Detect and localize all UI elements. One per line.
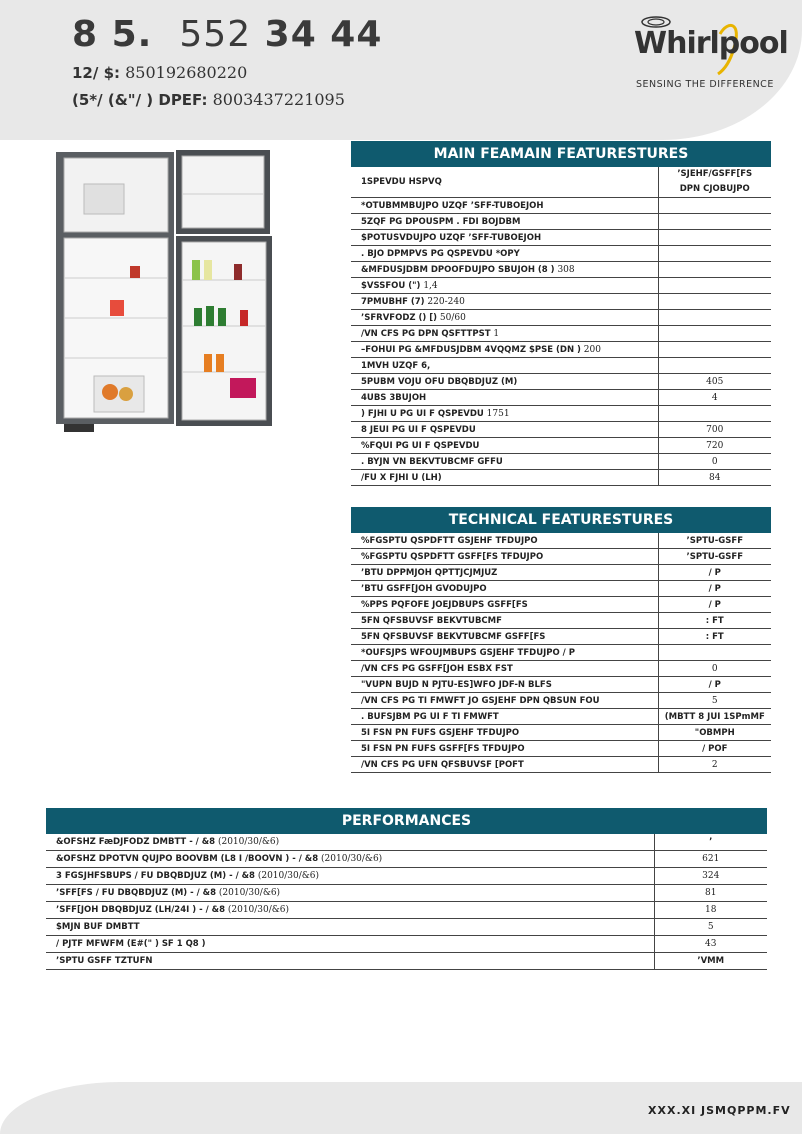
technical-feature-row-label: ’BTU GSFF[JOH GVODUJPO	[361, 583, 487, 594]
technical-feature-row-label: 5I FSN PN FUFS GSFF[FS TFDUJPO	[361, 743, 525, 754]
technical-feature-row-label: /VN CFS PG UFN QFSBUVSF [POFT	[361, 759, 524, 770]
technical-feature-row-value: / P	[708, 583, 721, 594]
model-prefix: 8 5.	[72, 14, 153, 55]
technical-feature-row	[351, 693, 771, 709]
main-feature-row-label: *OTUBMMBUJPO UZQF ’SFF-TUBOEJOH	[361, 200, 544, 211]
performance-row	[46, 919, 767, 936]
performance-row-label: / PJTF MFWFM (E#(" ) SF 1 Q8 )	[56, 939, 206, 949]
performance-row	[46, 834, 767, 851]
ean-code-line	[72, 90, 345, 109]
technical-feature-row	[351, 741, 771, 757]
performance-row	[46, 851, 767, 868]
technical-feature-row	[351, 581, 771, 597]
technical-features-panel	[351, 507, 771, 773]
performance-row	[46, 953, 767, 970]
main-feature-row-label: ) FJHI U PG UI F QSPEVDU	[361, 408, 484, 419]
main-feature-row-label: $VSSFOU (")	[361, 280, 421, 291]
technical-features-table	[351, 533, 771, 773]
technical-feature-row-label: 5FN QFSBUVSF BEKVTUBCMF	[361, 615, 502, 626]
technical-feature-row-label: *OUFSJPS WFOUJMBUPS GSJEHF TFDUJPO / P	[361, 647, 575, 658]
main-features-panel	[351, 141, 771, 486]
technical-feature-row-value: 0	[711, 663, 718, 674]
main-features-title: MAIN FEAMAIN FEATURESTURES	[351, 141, 771, 167]
technical-feature-row-value: 2	[711, 759, 718, 770]
product-group-row	[351, 167, 771, 198]
main-feature-row	[351, 326, 771, 342]
refrigerator-image	[54, 148, 272, 440]
performance-row-value: 18	[705, 905, 717, 915]
main-feature-row	[351, 358, 771, 374]
main-feature-row-value: 4	[711, 392, 718, 403]
technical-feature-row	[351, 645, 771, 661]
technical-features-title: TECHNICAL FEATURESTURES	[351, 507, 771, 533]
performance-row	[46, 936, 767, 953]
website-url[interactable]: XXX.XI JSMQPPM.FV	[648, 1104, 791, 1117]
performance-row-suffix: (2010/30/&6)	[227, 905, 290, 915]
performance-row-label: ’SFF[JOH DBQBDJUZ (LH/24I ) - / &8	[56, 905, 225, 915]
model-number	[72, 14, 382, 55]
main-feature-row	[351, 470, 771, 486]
technical-feature-row-label: 5FN QFSBUVSF BEKVTUBCMF GSFF[FS	[361, 631, 546, 642]
main-feature-row-label: 4UBS 3BUJOH	[361, 392, 427, 403]
performance-row-suffix: (2010/30/&6)	[257, 871, 320, 881]
technical-feature-row	[351, 757, 771, 773]
technical-feature-row-label: "VUPN BUJD N PJTU-ES]WFO JDF-N BLFS	[361, 679, 552, 690]
main-feature-row	[351, 310, 771, 326]
technical-feature-row-value: / P	[708, 679, 721, 690]
main-feature-row-label: $POTUSVDUJPO UZQF ’SFF-TUBOEJOH	[361, 232, 542, 243]
technical-feature-row	[351, 709, 771, 725]
product-code-label: 12/ $:	[72, 64, 121, 82]
performance-row-suffix: (2010/30/&6)	[218, 888, 281, 898]
performance-row-value: 324	[702, 871, 720, 881]
main-feature-row-suffix: 1751	[486, 408, 510, 419]
product-group-value-line1: ’SJEHF/GSFF[FS	[677, 169, 753, 179]
technical-feature-row-value: / P	[708, 599, 721, 610]
performance-row-label: 3 FGSJHFSBUPS / FU DBQBDJUZ (M) - / &8	[56, 871, 255, 881]
model-number-bold: 34 44	[264, 14, 383, 55]
main-feature-row-label: 5ZQF PG DPOUSPM . FDI BOJDBM	[361, 216, 521, 227]
product-group-label: 1SPEVDU HSPVQ	[361, 177, 442, 187]
technical-feature-row	[351, 565, 771, 581]
main-feature-row-value: 720	[706, 440, 724, 451]
main-feature-row	[351, 342, 771, 358]
technical-feature-row-value: : FT	[705, 631, 724, 642]
performance-row-value: ’	[709, 837, 713, 847]
main-feature-row	[351, 294, 771, 310]
technical-feature-row-label: 5I FSN PN FUFS GSJEHF TFDUJPO	[361, 727, 520, 738]
main-feature-row-label: ’SFRVFODZ () [)	[361, 312, 437, 323]
technical-feature-row	[351, 661, 771, 677]
main-feature-row-value: 0	[711, 456, 718, 467]
product-code-value: 850192680220	[125, 63, 248, 82]
performances-table	[46, 834, 767, 970]
performances-title: PERFORMANCES	[46, 808, 767, 834]
performance-row-label: &OFSHZ FæDJFODZ DMBTT - / &8	[56, 837, 216, 847]
performance-row-suffix: (2010/30/&6)	[321, 854, 383, 864]
main-feature-row-value: 405	[706, 376, 724, 387]
performance-row-value: 81	[705, 888, 717, 898]
technical-feature-row-label: ’BTU DPPMJOH QPTTJCJMJUZ	[361, 567, 498, 578]
main-feature-row-suffix: 200	[583, 344, 601, 355]
main-feature-row	[351, 278, 771, 294]
main-feature-row	[351, 198, 771, 214]
technical-feature-row-value: ’SPTU-GSFF	[686, 551, 744, 562]
ean-code-label: (5*/ (&"/ ) DPEF:	[72, 91, 208, 109]
main-feature-row	[351, 214, 771, 230]
technical-feature-row-value: 5	[711, 695, 718, 706]
main-feature-row-value: 700	[706, 424, 724, 435]
main-features-table	[351, 167, 771, 486]
main-feature-row-label: . BYJN VN BEKVTUBCMF GFFU	[361, 456, 503, 467]
brand-tagline: SENSING THE DIFFERENCE	[636, 79, 774, 90]
technical-feature-row	[351, 677, 771, 693]
technical-feature-row	[351, 549, 771, 565]
main-feature-row	[351, 246, 771, 262]
main-feature-row	[351, 422, 771, 438]
main-feature-row-label: . BJO DPMPVS PG QSPEVDU *OPY	[361, 248, 520, 259]
main-feature-row-suffix: 308	[557, 264, 575, 275]
main-feature-row	[351, 390, 771, 406]
technical-feature-row-value: "OBMPH	[694, 727, 735, 738]
technical-feature-row-value: : FT	[705, 615, 724, 626]
technical-feature-row-value: / POF	[702, 743, 728, 754]
technical-feature-row-label: %PPS PQFOFE JOEJDBUPS GSFF[FS	[361, 599, 528, 610]
performance-row-label: ’SPTU GSFF TZTUFN	[56, 956, 153, 966]
main-feature-row-label: 8 JEUI PG UI F QSPEVDU	[361, 424, 476, 435]
performances-panel	[46, 808, 767, 970]
ean-code-value: 8003437221095	[212, 90, 345, 109]
main-feature-row-label: /VN CFS PG DPN QSFTTPST	[361, 328, 491, 339]
main-feature-row-label: –FOHUI PG &MFDUSJDBM 4VQQMZ $PSE (DN )	[361, 344, 581, 355]
technical-feature-row-value: (MBTT 8 JUI 1SPmMF	[664, 711, 765, 722]
technical-feature-row	[351, 629, 771, 645]
main-feature-row	[351, 454, 771, 470]
performance-row-value: 621	[702, 854, 720, 864]
main-feature-row-suffix: 1,4	[423, 280, 438, 291]
main-feature-row	[351, 438, 771, 454]
brand-name: Whirlpool	[634, 26, 788, 61]
technical-feature-row	[351, 597, 771, 613]
main-feature-row-label: /FU X FJHI U (LH)	[361, 472, 442, 483]
technical-feature-row-value: ’SPTU-GSFF	[686, 535, 744, 546]
product-code-line	[72, 63, 247, 82]
technical-feature-row-label: /VN CFS PG GSFF[JOH ESBX FST	[361, 663, 513, 674]
performance-row-label: &OFSHZ DPOTVN QUJPO BOOVBM (L8 I /BOOVN ) - / &8	[56, 854, 319, 864]
main-feature-row-label: 5PUBM VOJU OFU DBQBDJUZ (M)	[361, 376, 518, 387]
performance-row	[46, 902, 767, 919]
performance-row-value: ’VMM	[697, 956, 725, 966]
technical-feature-row	[351, 533, 771, 549]
main-feature-row-label: &MFDUSJDBM DPOOFDUJPO SBUJOH (8 )	[361, 264, 555, 275]
performance-row-label: $MJN BUF DMBTT	[56, 922, 140, 932]
technical-feature-row	[351, 613, 771, 629]
technical-feature-row-label: %FGSPTU QSPDFTT GSFF[FS TFDUJPO	[361, 551, 544, 562]
performance-row-label: ’SFF[FS / FU DBQBDJUZ (M) - / &8	[56, 888, 217, 898]
technical-feature-row-label: %FGSPTU QSPDFTT GSJEHF TFDUJPO	[361, 535, 538, 546]
main-feature-row-suffix: 50/60	[439, 312, 466, 323]
performance-row-value: 43	[705, 939, 717, 949]
product-group-value-line2: DPN CJOBUJPO	[679, 184, 750, 194]
model-number-regular: 552	[179, 14, 252, 55]
main-feature-row-label: %FQUI PG UI F QSPEVDU	[361, 440, 480, 451]
technical-feature-row-label: /VN CFS PG TI FMWFT JO GSJEHF DPN QBSUN FOU	[361, 695, 600, 706]
main-feature-row	[351, 406, 771, 422]
performance-row-value: 5	[707, 922, 714, 932]
technical-feature-row-label: . BUFSJBM PG UI F TI FMWFT	[361, 711, 499, 722]
main-feature-row-suffix: 220-240	[427, 296, 465, 307]
main-feature-row-label: 1MVH UZQF 6,	[361, 360, 431, 371]
main-feature-row-value: 84	[709, 472, 721, 483]
performance-row	[46, 868, 767, 885]
main-feature-row-suffix: 1	[493, 328, 500, 339]
main-feature-row	[351, 262, 771, 278]
performance-row-suffix: (2010/30/&6)	[217, 837, 280, 847]
main-feature-row	[351, 230, 771, 246]
main-feature-row	[351, 374, 771, 390]
technical-feature-row	[351, 725, 771, 741]
performance-row	[46, 885, 767, 902]
main-feature-row-label: 7PMUBHF (7)	[361, 296, 425, 307]
technical-feature-row-value: / P	[708, 567, 721, 578]
